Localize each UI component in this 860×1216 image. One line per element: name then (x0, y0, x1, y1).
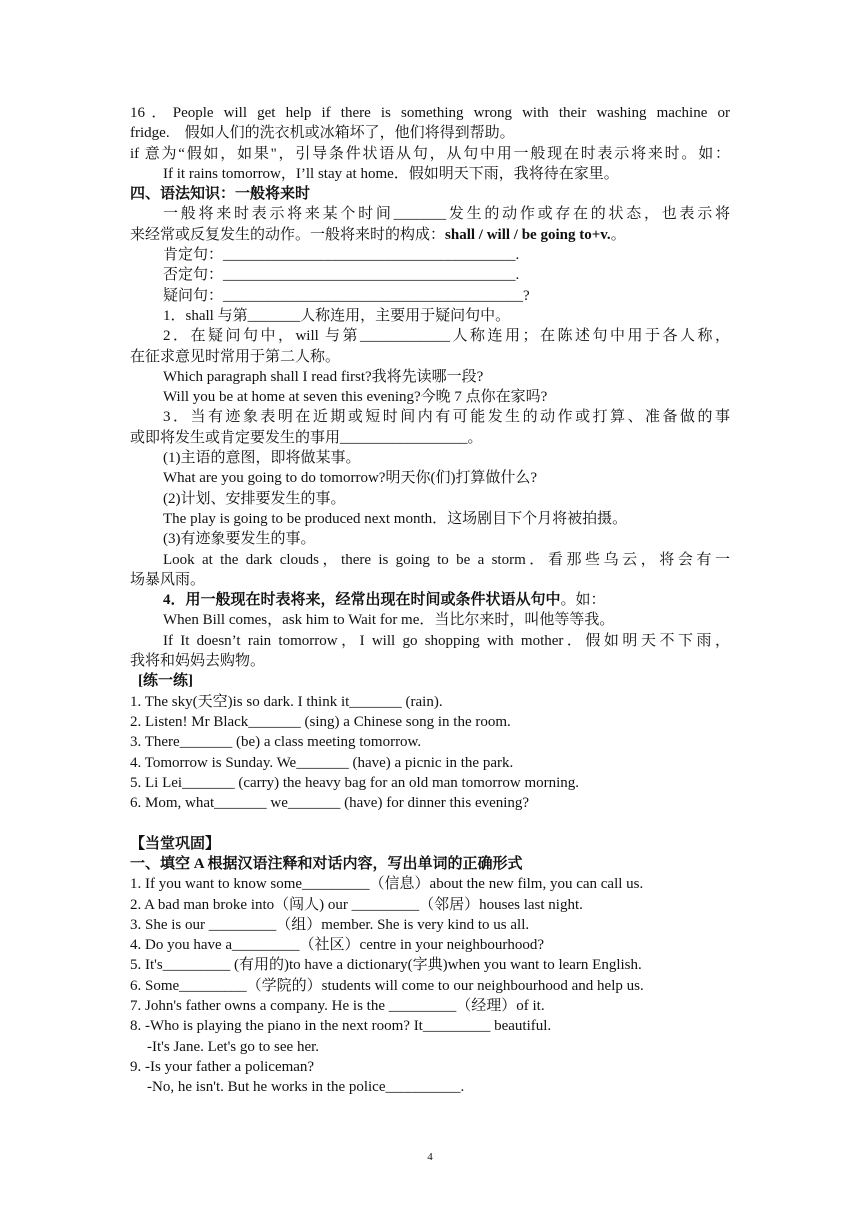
practice-item: 5. Li Lei_______ (carry) the heavy bag for an old man tomorrow morning. (130, 774, 580, 791)
grammar-point-4-end: 。如： (560, 592, 606, 609)
practice-item: 3. There_______ (be) a class meeting tomorrow. (130, 734, 422, 751)
grammar-intro-end: 。 (610, 226, 626, 243)
exercise-item: 4. Do you have a_________（社区）centre in your neighbourhood? (130, 937, 545, 954)
document-body (130, 103, 730, 1098)
grammar-intro-text: 来经常或反复发生的动作。一般将来时的构成： (130, 226, 446, 243)
practice-heading: [练一练] (138, 673, 193, 690)
exercise-item: 1. If you want to know some_________（信息）about the new film, you can call us. (130, 876, 644, 893)
subpoint-1-example: What are you going to do tomorrow?明天你(们)打算做什么? (163, 470, 538, 487)
exercise-item: 2. A bad man broke into（闯人) our _________（邻居）houses last night. (130, 896, 583, 913)
exercise-item: 9. -Is your father a policeman? (130, 1058, 315, 1075)
practice-item: 4. Tomorrow is Sunday. We_______ (have) a picnic in the park. (130, 754, 514, 771)
grammar-example-1: Which paragraph shall I read first?我将先读哪一段? (163, 368, 484, 385)
negative-sentence-blank: 否定句：_______________________________________. (163, 267, 520, 284)
subpoint-3-example-line1: Look at the dark clouds，there is going to be a storm．看那些乌云，将会有一 (163, 551, 730, 568)
consolidation-section-title: 一、填空 A 根据汉语注释和对话内容，写出单词的正确形式 (130, 855, 523, 872)
question-sentence-blank: 疑问句：________________________________________? (163, 287, 530, 304)
exercise-item-reply: -It's Jane. Let's go to see her. (147, 1038, 320, 1055)
grammar-example-2: Will you be at home at seven this evening?今晚 7 点你在家吗? (163, 389, 548, 406)
positive-sentence-blank: 肯定句：_______________________________________. (163, 247, 520, 264)
grammar-point-2-line2: 在征求意见时常用于第二人称。 (130, 348, 341, 365)
grammar-point-4-example-2-line2: 我将和妈妈去购物。 (130, 653, 266, 670)
note16-line2: fridge. 假如人们的洗衣机或冰箱坏了，他们将得到帮助。 (130, 125, 515, 142)
exercise-item: 5. It's_________ (有用的)to have a dictionary(字典)when you want to learn English. (130, 957, 642, 974)
grammar-point-4-bold: 4．用一般现在时表将来，经常出现在时间或条件状语从句中 (163, 592, 561, 609)
grammar-heading: 四、语法知识：一般将来时 (130, 186, 311, 203)
grammar-point-2-line1: 2．在疑问句中，will 与第____________人称连用；在陈述句中用于各人称， (163, 328, 730, 345)
grammar-point-4 (130, 590, 730, 610)
grammar-point-1: 1．shall 与第_______人称连用，主要用于疑问句中。 (163, 307, 511, 324)
subpoint-3-example-line2: 场暴风雨。 (130, 571, 206, 588)
exercise-item: 3. She is our _________（组）member. She is very kind to us all. (130, 916, 530, 933)
page-number: 4 (427, 1151, 433, 1163)
grammar-intro-line1: 一般将来时表示将来某个时间_______发生的动作或存在的状态，也表示将 (163, 206, 730, 223)
grammar-point-3-line2: 或即将发生或肯定要发生的事用_________________。 (130, 429, 483, 446)
grammar-formula: shall / will / be going to+v. (445, 226, 611, 243)
exercise-item: 7. John's father owns a company. He is the _________（经理）of it. (130, 998, 545, 1015)
subpoint-1: (1)主语的意图，即将做某事。 (163, 450, 361, 467)
consolidation-heading: 【当堂巩固】 (130, 835, 221, 852)
note16-line3: if 意为“假如，如果"，引导条件状语从句，从句中用一般现在时表示将来时。如： (130, 145, 730, 162)
spacer (130, 813, 730, 833)
note16-example: If it rains tomorrow，I’ll stay at home．假如明天下雨，我将待在家里。 (163, 165, 619, 182)
grammar-point-4-example-2-line1: If It doesn’t rain tomorrow，I will go shopping with mother．假如明天不下雨， (163, 632, 730, 649)
subpoint-3: (3)有迹象要发生的事。 (163, 531, 316, 548)
exercise-item: 6. Some_________（学院的）students will come to our neighbourhood and help us. (130, 977, 644, 994)
exercise-item: 8. -Who is playing the piano in the next room? It_________ beautiful. (130, 1018, 552, 1035)
note16-line1: 16．People will get help if there is something wrong with their washing machine or (130, 105, 730, 121)
practice-item: 6. Mom, what_______ we_______ (have) for dinner this evening? (130, 795, 530, 812)
practice-item: 1. The sky(天空)is so dark. I think it_______ (rain). (130, 693, 443, 710)
grammar-intro-line2 (130, 225, 730, 245)
grammar-point-3-line1: 3．当有迹象表明在近期或短时间内有可能发生的动作或打算、准备做的事 (163, 409, 730, 426)
exercise-item-reply: -No, he isn't. But he works in the police__________. (147, 1079, 465, 1096)
practice-item: 2. Listen! Mr Black_______ (sing) a Chinese song in the room. (130, 713, 511, 730)
grammar-point-4-example-1: When Bill comes，ask him to Wait for me．当比尔来时，叫他等等我。 (163, 612, 615, 629)
subpoint-2-example: The play is going to be produced next month．这场剧目下个月将被拍摄。 (163, 510, 628, 527)
subpoint-2: (2)计划、安排要发生的事。 (163, 490, 346, 507)
